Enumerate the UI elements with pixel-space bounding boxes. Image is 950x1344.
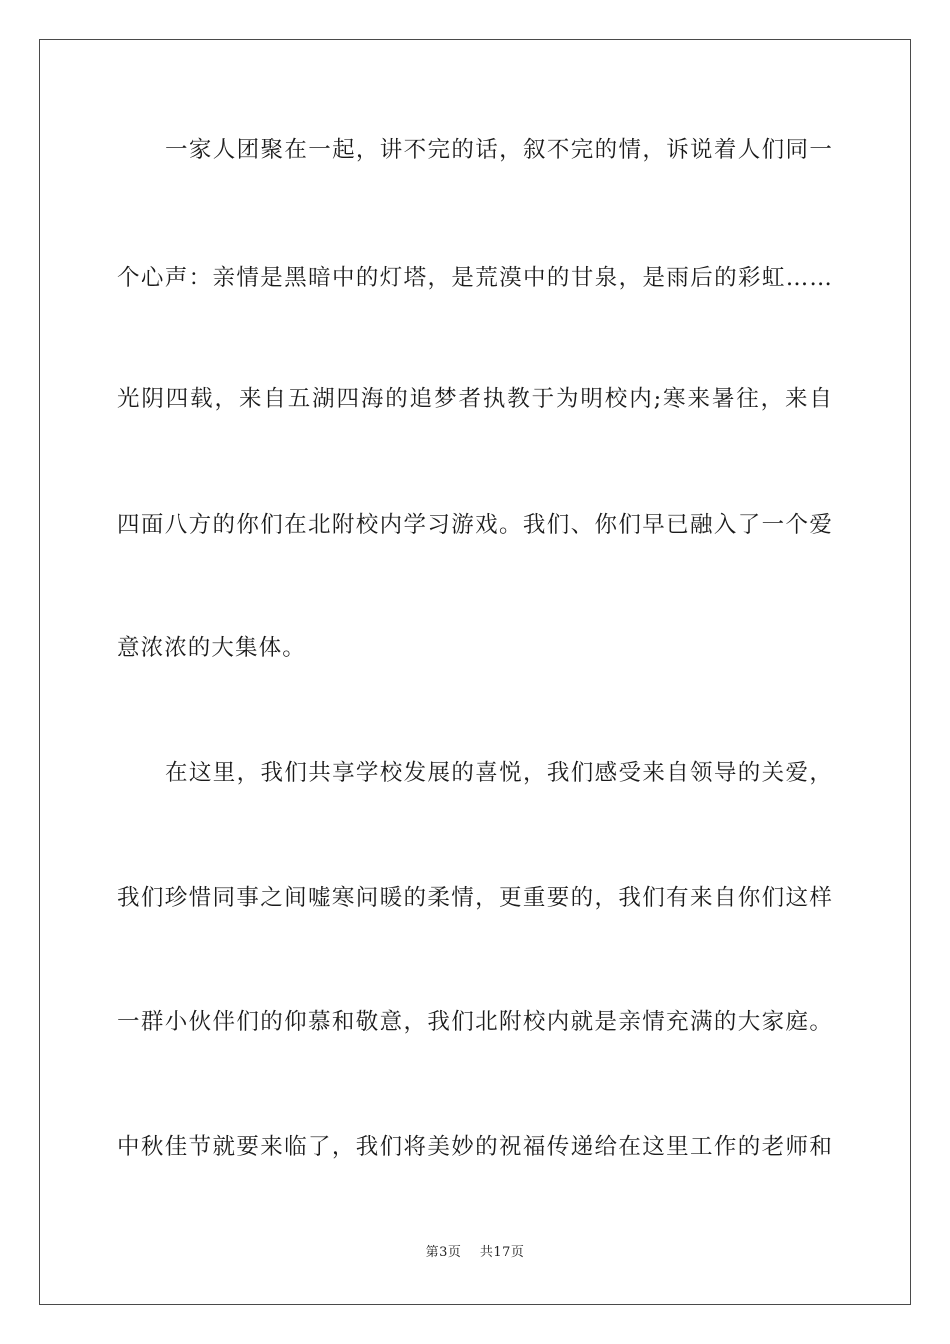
page-total: 共17页 (479, 1245, 525, 1260)
paragraph-2-line-1: 光阴四载，来自五湖四海的追梦者执教于为明校内;寒来暑往，来自 (117, 386, 833, 412)
paragraph-3-line-1: 在这里，我们共享学校发展的喜悦，我们感受来自领导的关爱， (165, 760, 833, 786)
paragraph-1-line-1: 一家人团聚在一起，讲不完的话，叙不完的情，诉说着人们同一 (165, 137, 833, 163)
footer-spacer (461, 1245, 480, 1260)
paragraph-3-line-2: 我们珍惜同事之间嘘寒问暖的柔情，更重要的，我们有来自你们这样 (117, 885, 833, 911)
page-footer (0, 1243, 950, 1263)
paragraph-2-line-2: 四面八方的你们在北附校内学习游戏。我们、你们早已融入了一个爱 (117, 512, 833, 538)
paragraph-1-line-2: 个心声：亲情是黑暗中的灯塔，是荒漠中的甘泉，是雨后的彩虹…… (117, 265, 833, 291)
paragraph-4-line-1: 中秋佳节就要来临了，我们将美妙的祝福传递给在这里工作的老师和 (117, 1134, 833, 1160)
paragraph-2-line-3: 意浓浓的大集体。 (117, 635, 306, 661)
paragraph-3-line-3: 一群小伙伴们的仰慕和敬意，我们北附校内就是亲情充满的大家庭。 (117, 1009, 833, 1035)
page-border (39, 39, 911, 1305)
page-number: 第3页 (425, 1245, 462, 1260)
